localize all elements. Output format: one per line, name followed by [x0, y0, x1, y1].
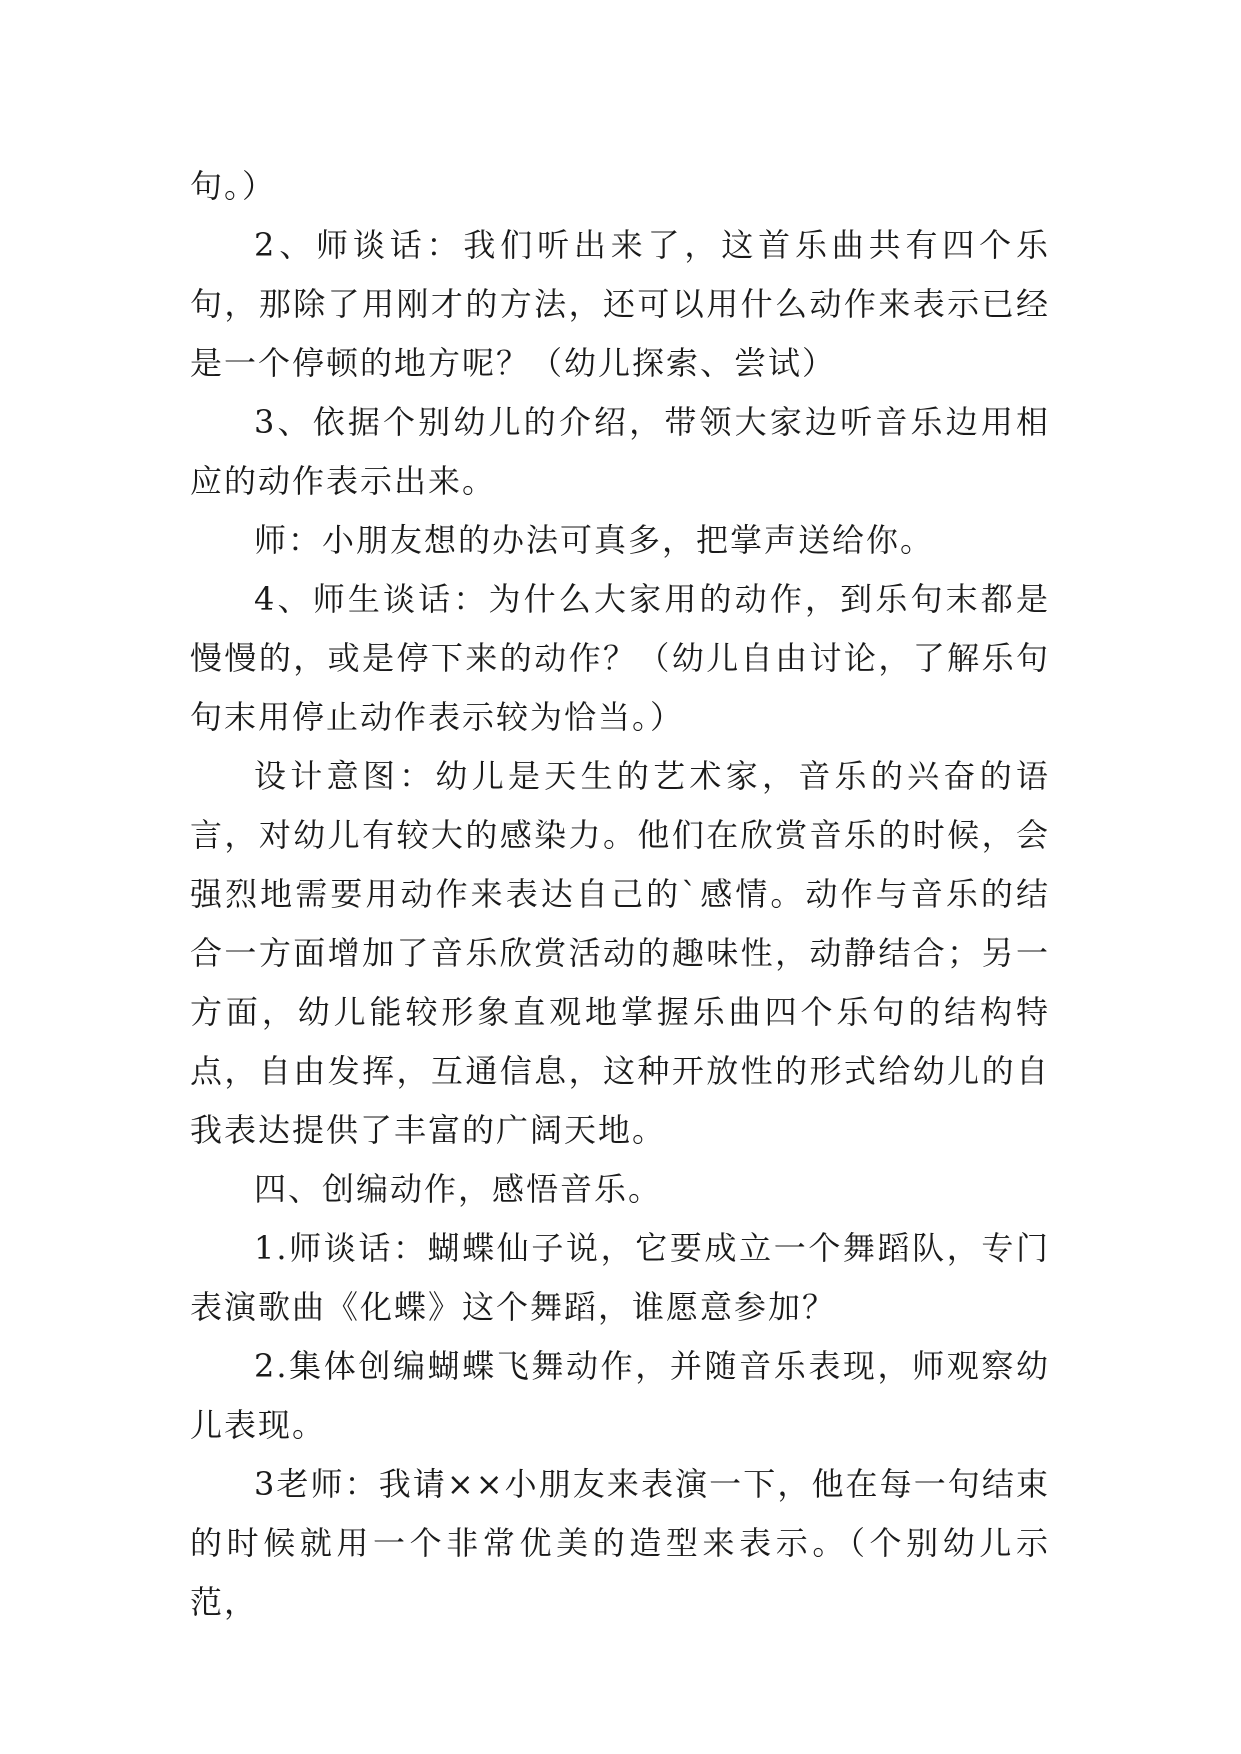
- document-body: [190, 157, 1050, 1632]
- paragraph-teacher-praise: 师：小朋友想的办法可真多，把掌声送给你。: [254, 521, 935, 559]
- section-heading-4: 四、创编动作，感悟音乐。: [254, 1170, 663, 1208]
- paragraph-item-1: 1.师谈话：蝴蝶仙子说，它要成立一个舞蹈队，专门表演歌曲《化蝶》这个舞蹈，谁愿意参加？: [190, 1229, 1050, 1326]
- paragraph-step-2: 2、师谈话：我们听出来了，这首乐曲共有四个乐句，那除了用刚才的方法，还可以用什么动作来表示已经是一个停顿的地方呢？（幼儿探索、尝试）: [190, 226, 1050, 382]
- paragraph-continuation: 句。）: [190, 167, 277, 205]
- paragraph-step-3: 3、依据个别幼儿的介绍，带领大家边听音乐边用相应的动作表示出来。: [190, 403, 1050, 500]
- paragraph-step-4: 4、师生谈话：为什么大家用的动作，到乐句末都是慢慢的，或是停下来的动作？（幼儿自由讨论，了解乐句句末用停止动作表示较为恰当。）: [190, 580, 1050, 736]
- paragraph-item-3: 3老师：我请××小朋友来表演一下，他在每一句结束的时候就用一个非常优美的造型来表示。（个别幼儿示范，: [190, 1465, 1050, 1621]
- paragraph-item-2: 2.集体创编蝴蝶飞舞动作，并随音乐表现，师观察幼儿表现。: [190, 1347, 1050, 1444]
- paragraph-design-intent: 设计意图：幼儿是天生的艺术家，音乐的兴奋的语言，对幼儿有较大的感染力。他们在欣赏音乐的时候，会强烈地需要用动作来表达自己的`感情。动作与音乐的结合一方面增加了音乐欣赏活动的趣味性，动静结合；另一方面，幼儿能较形象直观地掌握乐曲四个乐句的结构特点，自由发挥，互通信息，这种开放性的形式给幼儿的自我表达提供了丰富的广阔天地。: [190, 757, 1050, 1149]
